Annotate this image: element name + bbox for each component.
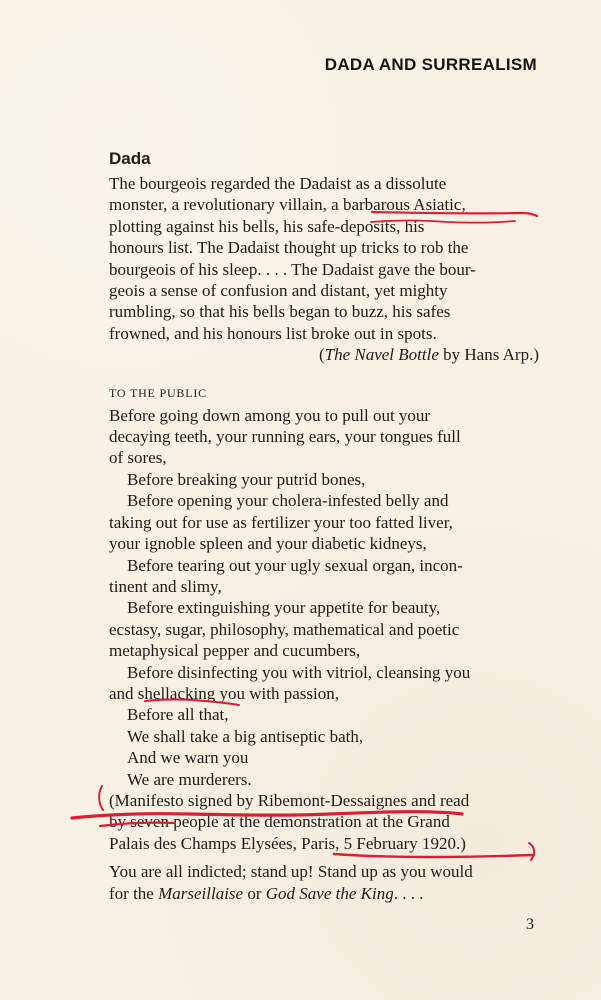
public-line-16: We shall take a big antiseptic bath, (127, 726, 364, 746)
closing-line-2-italic-2: God Save the King (265, 883, 394, 903)
public-line-18: We are murderers. (127, 769, 252, 789)
public-line-9: tinent and slimy, (109, 576, 222, 596)
section-title: Dada (109, 149, 151, 168)
public-poem (109, 405, 539, 790)
attribution (109, 344, 539, 365)
public-line-15: Before all that, (127, 705, 229, 725)
public-line-2: decaying teeth, your running ears, your tongues full (109, 427, 461, 447)
public-heading: TO THE PUBLIC (109, 385, 207, 400)
manifesto-line-2: by seven people at the demonstration at the Grand (109, 812, 450, 832)
public-line-1: Before going down among you to pull out your (109, 405, 431, 425)
dada-line-5: bourgeois of his sleep. . . . The Dadaist gave the bour- (109, 259, 476, 279)
dada-line-6: geois a sense of confusion and distant, yet mighty (109, 281, 448, 301)
closing-line-1: You are all indicted; stand up! Stand up as you would (109, 862, 473, 882)
public-line-4: Before breaking your putrid bones, (127, 469, 366, 489)
public-line-14: and shellacking you with passion, (109, 683, 339, 703)
public-line-6: taking out for use as fertilizer your too fatted liver, (109, 512, 453, 532)
dada-line-3: plotting against his bells, his safe-deposits, his (109, 216, 425, 236)
dada-paragraph (109, 173, 539, 344)
public-line-11: ecstasy, sugar, philosophy, mathematical and poetic (109, 619, 460, 639)
closing-line-2-prefix: for the (109, 883, 159, 903)
public-line-10: Before extinguishing your appetite for beauty, (127, 598, 441, 618)
closing-line-2-middle: or (243, 883, 266, 903)
dada-line-1: The bourgeois regarded the Dadaist as a dissolute (109, 174, 447, 193)
closing-lines (109, 861, 539, 904)
public-line-17: And we warn you (127, 748, 249, 768)
dada-line-4: honours list. The Dadaist thought up tricks to rob the (109, 238, 469, 258)
manifesto-line-3: Palais des Champs Elysées, Paris, 5 February 1920.) (109, 833, 466, 853)
public-line-5: Before opening your cholera-infested belly and (127, 491, 449, 511)
dada-line-2: monster, a revolutionary villain, a barbarous Asiatic, (109, 195, 466, 215)
public-line-7: your ignoble spleen and your diabetic kidneys, (109, 534, 427, 554)
closing-line-2 (109, 883, 539, 904)
attribution-title: The Navel Bottle (324, 345, 439, 365)
manifesto-line-1: (Manifesto signed by Ribemont-Dessaignes and read (109, 790, 470, 810)
public-line-13: Before disinfecting you with vitriol, cleansing you (127, 662, 471, 682)
public-line-12: metaphysical pepper and cucumbers, (109, 641, 361, 661)
annotation-bracket-left (99, 786, 103, 810)
attribution-close: by Hans Arp.) (438, 345, 539, 365)
attribution-open: ( (318, 345, 325, 365)
content-column (109, 148, 539, 904)
page-number: 3 (526, 916, 534, 933)
public-line-3: of sores, (109, 448, 167, 468)
dada-line-7: rumbling, so that his bells began to buzz, his safes (109, 302, 451, 322)
dada-line-8: frowned, and his honours list broke out in spots. (109, 323, 437, 343)
running-head: DADA AND SURREALISM (324, 55, 537, 74)
public-line-8: Before tearing out your ugly sexual organ, incon- (127, 555, 463, 575)
closing-line-2-suffix: . . . . (393, 883, 424, 903)
closing-line-2-italic-1: Marseillaise (158, 883, 244, 903)
manifesto-note (109, 790, 539, 854)
spacer-before-closing (109, 854, 539, 861)
